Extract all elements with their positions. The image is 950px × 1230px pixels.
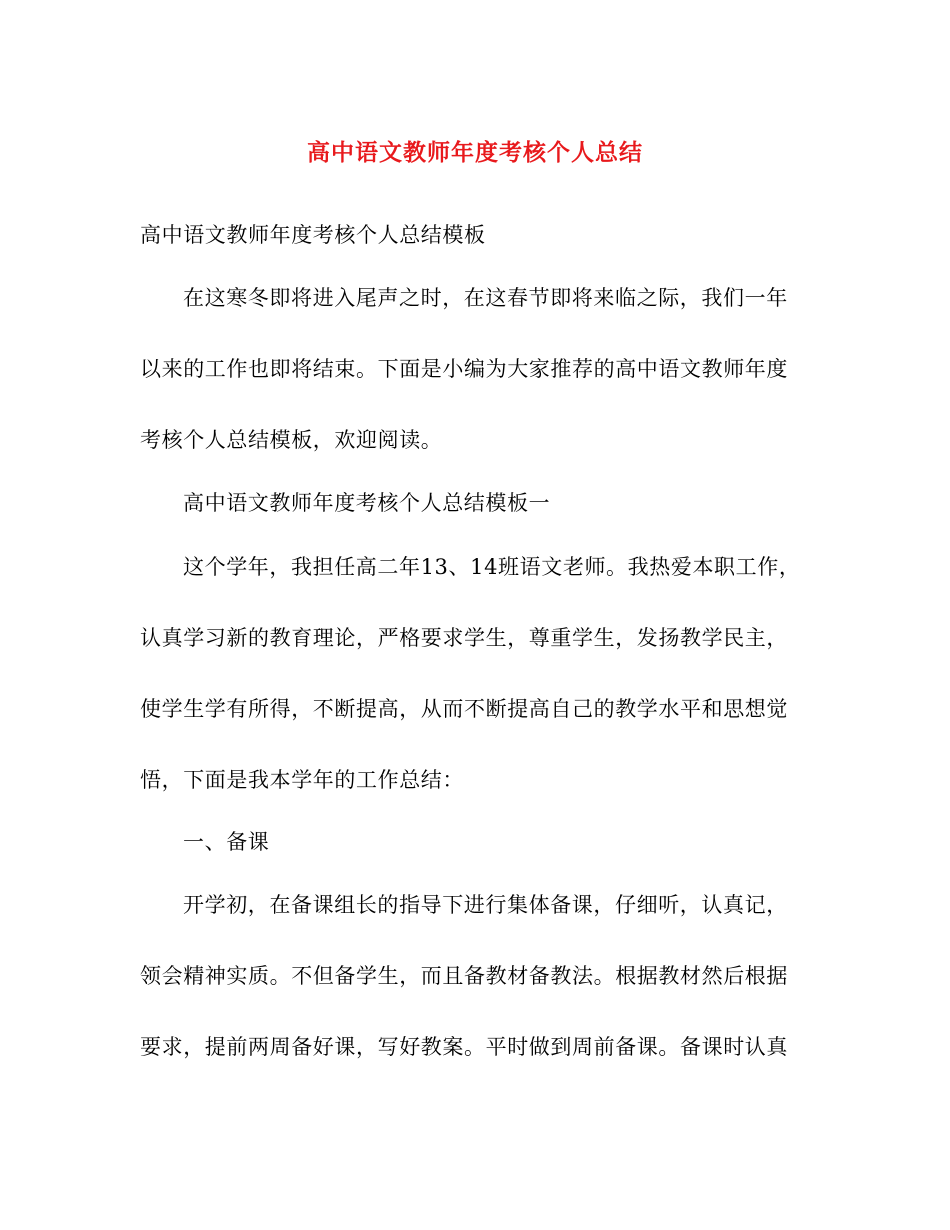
document-title: 高中语文教师年度考核个人总结 <box>307 139 643 166</box>
paragraph-line: 使学生学有所得，不断提高，从而不断提高自己的教学水平和思想觉 <box>140 697 788 721</box>
paragraph-line: 在这寒冬即将进入尾声之时，在这春节即将来临之际，我们一年 <box>183 286 788 310</box>
paragraph-line: 要求，提前两周备好课，写好教案。平时做到周前备课。备课时认真 <box>140 1035 788 1059</box>
section-heading: 高中语文教师年度考核个人总结模板一 <box>183 491 551 515</box>
paragraph-line: 这个学年，我担任高二年13、14班语文老师。我热爱本职工作， <box>183 555 801 579</box>
section-heading: 一、备课 <box>183 830 270 854</box>
paragraph-line: 开学初，在备课组长的指导下进行集体备课，仔细听，认真记， <box>183 893 788 917</box>
paragraph-line: 以来的工作也即将结束。下面是小编为大家推荐的高中语文教师年度 <box>140 357 788 381</box>
subtitle-line: 高中语文教师年度考核个人总结模板 <box>140 223 486 247</box>
paragraph-line: 考核个人总结模板，欢迎阅读。 <box>140 428 443 452</box>
paragraph-line: 领会精神实质。不但备学生，而且备教材备教法。根据教材然后根据 <box>140 964 788 988</box>
paragraph-line: 认真学习新的教育理论，严格要求学生，尊重学生，发扬教学民主， <box>140 626 788 650</box>
paragraph-line: 悟，下面是我本学年的工作总结： <box>140 768 464 792</box>
